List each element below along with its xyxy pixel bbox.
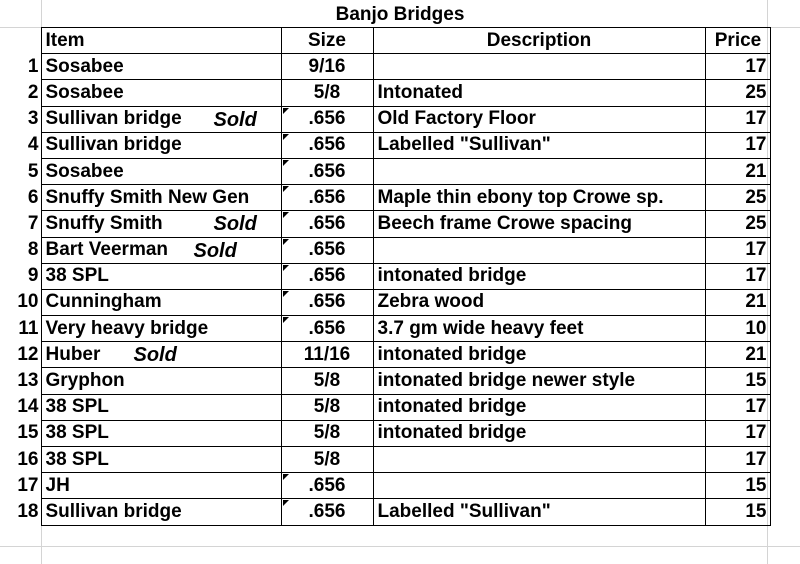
- description-cell[interactable]: [373, 342, 705, 368]
- size-cell-text: 5/8: [313, 422, 341, 444]
- item-cell[interactable]: [41, 447, 281, 473]
- row-number-text: 3: [27, 108, 39, 130]
- item-cell[interactable]: [41, 316, 281, 342]
- description-cell[interactable]: [373, 499, 705, 525]
- price-cell[interactable]: [705, 316, 770, 342]
- item-cell[interactable]: [41, 473, 281, 499]
- item-cell-text: Gryphon: [45, 370, 125, 392]
- table-row[interactable]: [0, 368, 770, 394]
- description-cell[interactable]: [373, 211, 705, 237]
- price-cell[interactable]: [705, 158, 770, 184]
- item-cell-text: JH: [45, 474, 70, 496]
- row-number-text: 5: [27, 160, 39, 182]
- description-cell[interactable]: [373, 54, 705, 80]
- price-cell[interactable]: [705, 420, 770, 446]
- sold-label: Sold: [193, 239, 237, 262]
- column-header-item[interactable]: Item: [41, 28, 281, 54]
- size-cell-text: 11/16: [303, 343, 351, 365]
- item-cell-text: 38 SPL: [45, 422, 109, 444]
- price-cell[interactable]: [705, 368, 770, 394]
- size-cell-text: .656: [308, 500, 346, 522]
- row-number: [0, 132, 41, 158]
- description-cell[interactable]: [373, 80, 705, 106]
- price-cell-text: 17: [745, 448, 767, 470]
- row-number-text: 8: [27, 239, 39, 261]
- item-cell[interactable]: [41, 106, 281, 132]
- size-cell-text: 5/8: [313, 396, 341, 418]
- comment-marker-icon[interactable]: [283, 500, 289, 506]
- row-number-text: 2: [27, 81, 39, 103]
- price-cell-text: 15: [745, 370, 767, 392]
- price-cell[interactable]: [705, 80, 770, 106]
- row-number: [0, 499, 41, 525]
- price-cell[interactable]: [705, 211, 770, 237]
- item-cell-text: Very heavy bridge: [45, 317, 209, 339]
- row-number-text: 10: [17, 291, 39, 313]
- description-cell-text: Zebra wood: [377, 291, 485, 313]
- column-header-price[interactable]: Price: [705, 28, 770, 54]
- sheet-title: Banjo Bridges: [335, 4, 465, 25]
- table-row[interactable]: [0, 316, 770, 342]
- size-cell[interactable]: [281, 211, 373, 237]
- size-cell[interactable]: [281, 237, 373, 263]
- table-row[interactable]: [0, 394, 770, 420]
- row-number-text: 12: [17, 343, 39, 365]
- size-cell[interactable]: [281, 420, 373, 446]
- description-cell-text: intonated bridge newer style: [377, 370, 636, 392]
- item-cell-text: 38 SPL: [45, 448, 109, 470]
- table-row[interactable]: [0, 54, 770, 80]
- item-cell[interactable]: [41, 394, 281, 420]
- description-cell[interactable]: [373, 237, 705, 263]
- size-cell-text: .656: [308, 474, 346, 496]
- row-number: [0, 158, 41, 184]
- item-cell[interactable]: [41, 211, 281, 237]
- row-number: [0, 54, 41, 80]
- comment-marker-icon[interactable]: [283, 186, 289, 192]
- description-cell[interactable]: [373, 447, 705, 473]
- size-cell-text: .656: [308, 108, 346, 130]
- size-cell-text: 5/8: [313, 448, 341, 470]
- size-cell-text: 5/8: [313, 370, 341, 392]
- size-cell[interactable]: [281, 368, 373, 394]
- row-number: [0, 237, 41, 263]
- comment-marker-icon[interactable]: [283, 317, 289, 323]
- item-cell[interactable]: [41, 368, 281, 394]
- size-cell[interactable]: [281, 80, 373, 106]
- row-number: [0, 316, 41, 342]
- table-row[interactable]: [0, 447, 770, 473]
- price-cell-text: 25: [745, 212, 767, 234]
- description-cell-text: Maple thin ebony top Crowe sp.: [377, 186, 664, 208]
- row-number: [0, 263, 41, 289]
- size-cell[interactable]: [281, 185, 373, 211]
- row-number: [0, 420, 41, 446]
- description-cell-text: Old Factory Floor: [377, 108, 536, 130]
- row-number: [0, 394, 41, 420]
- price-cell[interactable]: [705, 106, 770, 132]
- price-cell-text: 21: [745, 291, 767, 313]
- price-cell[interactable]: [705, 499, 770, 525]
- item-cell-text: Snuffy Smith: [45, 212, 163, 234]
- header-row: [0, 28, 770, 54]
- item-cell-text: 38 SPL: [45, 396, 109, 418]
- description-cell-text: 3.7 gm wide heavy feet: [377, 317, 584, 339]
- sold-label: Sold: [213, 213, 257, 236]
- size-cell-text: .656: [308, 317, 346, 339]
- item-cell[interactable]: [41, 54, 281, 80]
- bridges-table: [0, 27, 771, 526]
- comment-marker-icon[interactable]: [283, 212, 289, 218]
- row-number-text: 1: [27, 55, 39, 77]
- comment-marker-icon[interactable]: [283, 474, 289, 480]
- size-cell[interactable]: [281, 316, 373, 342]
- row-number-text: 15: [17, 422, 39, 444]
- description-cell[interactable]: [373, 420, 705, 446]
- item-cell[interactable]: [41, 185, 281, 211]
- table-row[interactable]: [0, 237, 770, 263]
- size-cell[interactable]: [281, 447, 373, 473]
- size-cell-text: .656: [308, 212, 346, 234]
- size-cell-text: 5/8: [313, 81, 341, 103]
- size-cell[interactable]: [281, 106, 373, 132]
- size-cell[interactable]: [281, 289, 373, 315]
- description-cell[interactable]: [373, 289, 705, 315]
- item-cell[interactable]: [41, 420, 281, 446]
- size-cell-text: .656: [308, 265, 346, 287]
- price-cell-text: 17: [745, 396, 767, 418]
- size-cell-text: .656: [308, 160, 346, 182]
- row-number: [0, 447, 41, 473]
- row-number-text: 11: [18, 317, 39, 339]
- row-number-text: 9: [27, 265, 39, 287]
- description-cell-text: intonated bridge: [377, 343, 527, 365]
- price-cell[interactable]: [705, 263, 770, 289]
- item-cell-text: Sullivan bridge: [45, 134, 182, 156]
- row-number: [0, 211, 41, 237]
- item-cell[interactable]: [41, 499, 281, 525]
- description-cell-text: intonated bridge: [377, 396, 527, 418]
- size-cell-text: .656: [308, 291, 346, 313]
- price-cell[interactable]: [705, 342, 770, 368]
- price-cell[interactable]: [705, 473, 770, 499]
- item-cell-text: Sosabee: [45, 160, 124, 182]
- item-cell[interactable]: [41, 342, 281, 368]
- price-cell[interactable]: [705, 54, 770, 80]
- row-number-text: 6: [27, 186, 39, 208]
- grid-line-horizontal: [0, 546, 800, 547]
- row-number: [0, 342, 41, 368]
- item-cell-text: Sosabee: [45, 55, 124, 77]
- row-number: [0, 106, 41, 132]
- table-row[interactable]: [0, 289, 770, 315]
- table-row[interactable]: [0, 420, 770, 446]
- row-number-text: 13: [17, 370, 39, 392]
- description-cell-text: intonated bridge: [377, 422, 527, 444]
- description-cell-text: Beech frame Crowe spacing: [377, 212, 632, 234]
- description-cell[interactable]: [373, 185, 705, 211]
- comment-marker-icon[interactable]: [283, 134, 289, 140]
- size-cell[interactable]: [281, 499, 373, 525]
- row-number: [0, 80, 41, 106]
- item-cell[interactable]: [41, 132, 281, 158]
- size-cell[interactable]: [281, 54, 373, 80]
- item-cell-text: 38 SPL: [45, 265, 109, 287]
- description-cell-text: Labelled "Sullivan": [377, 500, 551, 522]
- size-cell[interactable]: [281, 263, 373, 289]
- item-cell-text: Sullivan bridge: [45, 500, 182, 522]
- row-number: [0, 289, 41, 315]
- description-cell[interactable]: [373, 316, 705, 342]
- description-cell[interactable]: [373, 263, 705, 289]
- price-cell-text: 15: [745, 474, 767, 496]
- description-cell-text: intonated bridge: [377, 265, 527, 287]
- item-cell-text: Sullivan bridge: [45, 108, 182, 130]
- size-cell[interactable]: [281, 342, 373, 368]
- row-number-header: [0, 28, 41, 54]
- row-number: [0, 185, 41, 211]
- item-cell[interactable]: [41, 80, 281, 106]
- item-cell-text: Snuffy Smith New Gen: [45, 186, 250, 208]
- row-number-text: 14: [17, 396, 39, 418]
- size-cell-text: .656: [308, 134, 346, 156]
- price-cell-text: 15: [745, 500, 767, 522]
- comment-marker-icon[interactable]: [283, 239, 289, 245]
- size-cell[interactable]: [281, 394, 373, 420]
- column-header-description[interactable]: Description: [373, 28, 705, 54]
- price-cell[interactable]: [705, 394, 770, 420]
- price-cell[interactable]: [705, 289, 770, 315]
- column-header-size[interactable]: Size: [281, 28, 373, 54]
- sold-label: Sold: [213, 108, 257, 131]
- row-number: [0, 368, 41, 394]
- table-row[interactable]: [0, 158, 770, 184]
- size-cell[interactable]: [281, 473, 373, 499]
- price-cell-text: 17: [745, 108, 767, 130]
- price-cell-text: 17: [745, 239, 767, 261]
- item-cell[interactable]: [41, 237, 281, 263]
- row-number-text: 4: [27, 134, 39, 156]
- size-cell[interactable]: [281, 132, 373, 158]
- price-cell-text: 21: [745, 343, 767, 365]
- table-row[interactable]: [0, 499, 770, 525]
- item-cell-text: Bart Veerman: [45, 239, 169, 261]
- description-cell[interactable]: [373, 473, 705, 499]
- size-cell-text: .656: [308, 186, 346, 208]
- price-cell[interactable]: [705, 132, 770, 158]
- price-cell[interactable]: [705, 447, 770, 473]
- table-row[interactable]: [0, 132, 770, 158]
- price-cell-text: 21: [745, 160, 767, 182]
- description-cell[interactable]: [373, 106, 705, 132]
- price-cell-text: 10: [745, 317, 767, 339]
- description-cell[interactable]: [373, 368, 705, 394]
- description-cell[interactable]: [373, 394, 705, 420]
- item-cell-text: Sosabee: [45, 81, 124, 103]
- item-cell[interactable]: [41, 289, 281, 315]
- price-cell-text: 25: [745, 186, 767, 208]
- description-cell-text: Intonated: [377, 81, 463, 103]
- item-cell[interactable]: [41, 263, 281, 289]
- row-number-text: 17: [17, 474, 39, 496]
- item-cell-text: Cunningham: [45, 291, 162, 313]
- table-row[interactable]: [0, 106, 770, 132]
- price-cell-text: 17: [745, 55, 767, 77]
- description-cell[interactable]: [373, 132, 705, 158]
- comment-marker-icon[interactable]: [283, 160, 289, 166]
- sold-label: Sold: [133, 344, 177, 367]
- size-cell[interactable]: [281, 158, 373, 184]
- table-row[interactable]: [0, 80, 770, 106]
- size-cell-text: 9/16: [308, 55, 346, 77]
- description-cell-text: Labelled "Sullivan": [377, 134, 551, 156]
- price-cell-text: 17: [745, 265, 767, 287]
- row-number-text: 7: [27, 212, 39, 234]
- table-row[interactable]: [0, 473, 770, 499]
- table-row[interactable]: [0, 185, 770, 211]
- price-cell[interactable]: [705, 185, 770, 211]
- comment-marker-icon[interactable]: [283, 265, 289, 271]
- row-number-text: 16: [17, 448, 39, 470]
- comment-marker-icon[interactable]: [283, 108, 289, 114]
- description-cell[interactable]: [373, 158, 705, 184]
- table-row[interactable]: [0, 263, 770, 289]
- table-row[interactable]: [0, 211, 770, 237]
- comment-marker-icon[interactable]: [283, 291, 289, 297]
- size-cell-text: .656: [308, 239, 346, 261]
- row-number: [0, 473, 41, 499]
- row-number-text: 18: [17, 500, 39, 522]
- price-cell-text: 25: [745, 81, 767, 103]
- table-row[interactable]: [0, 342, 770, 368]
- price-cell[interactable]: [705, 237, 770, 263]
- item-cell-text: Huber: [45, 343, 101, 365]
- item-cell[interactable]: [41, 158, 281, 184]
- price-cell-text: 17: [745, 422, 767, 444]
- price-cell-text: 17: [745, 134, 767, 156]
